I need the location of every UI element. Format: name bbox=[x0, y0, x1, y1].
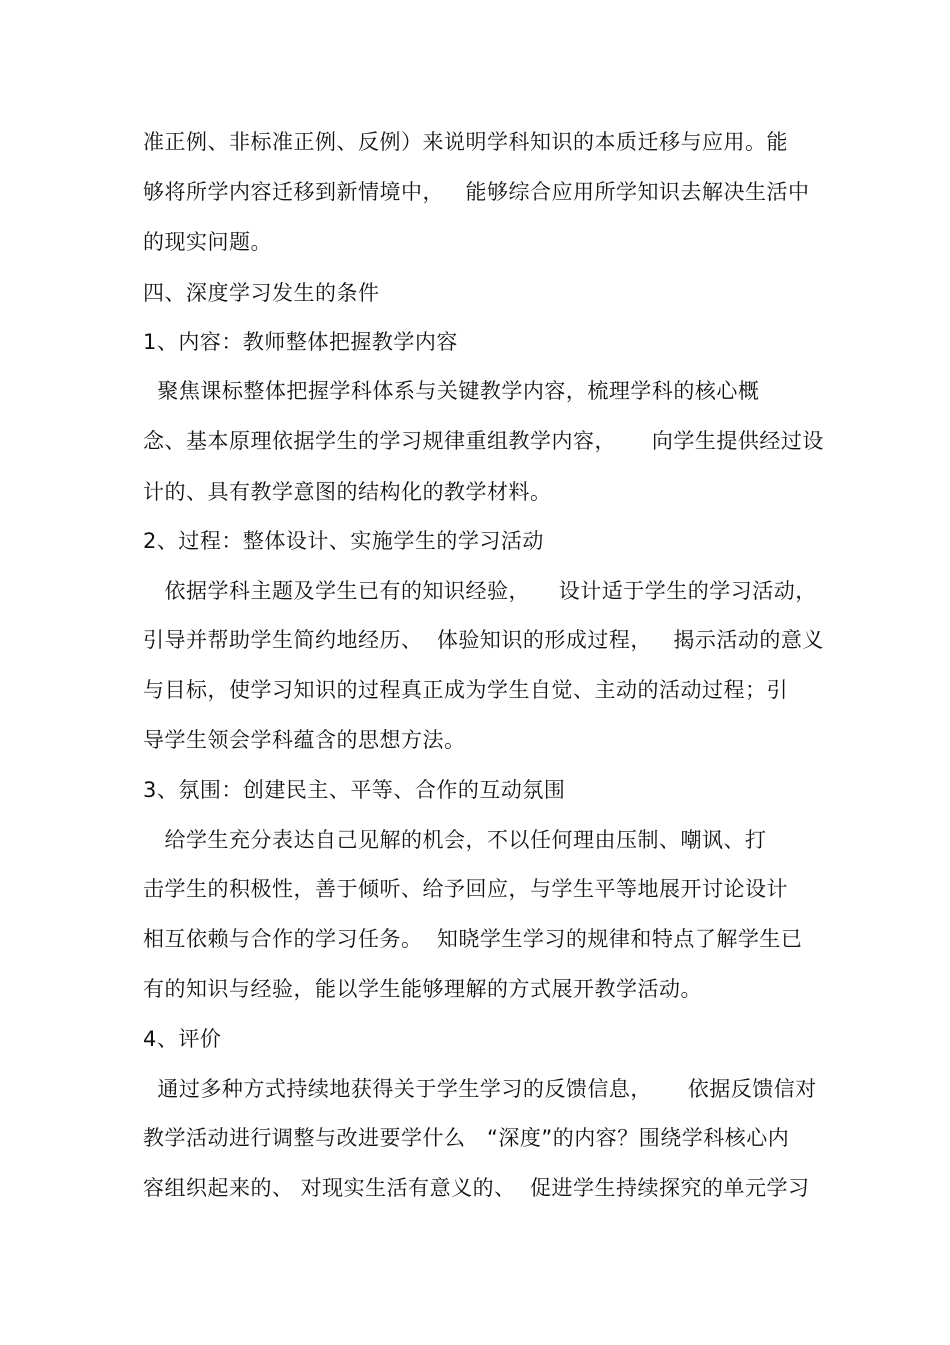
text-line: 教学活动进行调整与改进要学什么 “深度”的内容？围绕学科核心内 bbox=[143, 1126, 790, 1150]
text-line: 通过多种方式持续地获得关于学生学习的反馈信息， 依据反馈信对 bbox=[143, 1077, 817, 1101]
text-line: 计的、具有教学意图的结构化的教学材料。 bbox=[143, 480, 552, 504]
subsection-heading: 1、内容：教师整体把握教学内容 bbox=[143, 330, 458, 354]
text-line: 念、基本原理依据学生的学习规律重组教学内容， 向学生提供经过设 bbox=[143, 429, 824, 453]
text-line: 聚焦课标整体把握学科体系与关键教学内容，梳理学科的核心概 bbox=[143, 379, 760, 403]
subsection-heading: 3、氛围：创建民主、平等、合作的互动氛围 bbox=[143, 778, 566, 802]
text-line: 准正例、非标准正例、反例）来说明学科知识的本质迁移与应用。能 bbox=[143, 130, 788, 154]
text-line: 有的知识与经验，能以学生能够理解的方式展开教学活动。 bbox=[143, 977, 702, 1001]
subsection-heading: 2、过程：整体设计、实施学生的学习活动 bbox=[143, 529, 544, 553]
text-line: 够将所学内容迁移到新情境中， 能够综合应用所学知识去解决生活中 bbox=[143, 180, 810, 204]
text-line: 容组织起来的、 对现实生活有意义的、 促进学生持续探究的单元学习 bbox=[143, 1176, 810, 1200]
text-line: 导学生领会学科蕴含的思想方法。 bbox=[143, 728, 466, 752]
subsection-heading: 4、评价 bbox=[143, 1027, 222, 1051]
text-line: 击学生的积极性，善于倾听、给予回应，与学生平等地展开讨论设计 bbox=[143, 877, 788, 901]
text-line: 给学生充分表达自己见解的机会，不以任何理由压制、嘲讽、打 bbox=[143, 828, 767, 852]
text-line: 依据学科主题及学生已有的知识经验， 设计适于学生的学习活动， bbox=[143, 579, 817, 603]
text-line: 引导并帮助学生简约地经历、 体验知识的形成过程， 揭示活动的意义 bbox=[143, 628, 824, 652]
text-line: 与目标，使学习知识的过程真正成为学生自觉、主动的活动过程；引 bbox=[143, 678, 788, 702]
text-line: 的现实问题。 bbox=[143, 230, 272, 254]
section-heading: 四、深度学习发生的条件 bbox=[143, 281, 380, 305]
text-line: 相互依赖与合作的学习任务。 知晓学生学习的规律和特点了解学生已 bbox=[143, 927, 803, 951]
